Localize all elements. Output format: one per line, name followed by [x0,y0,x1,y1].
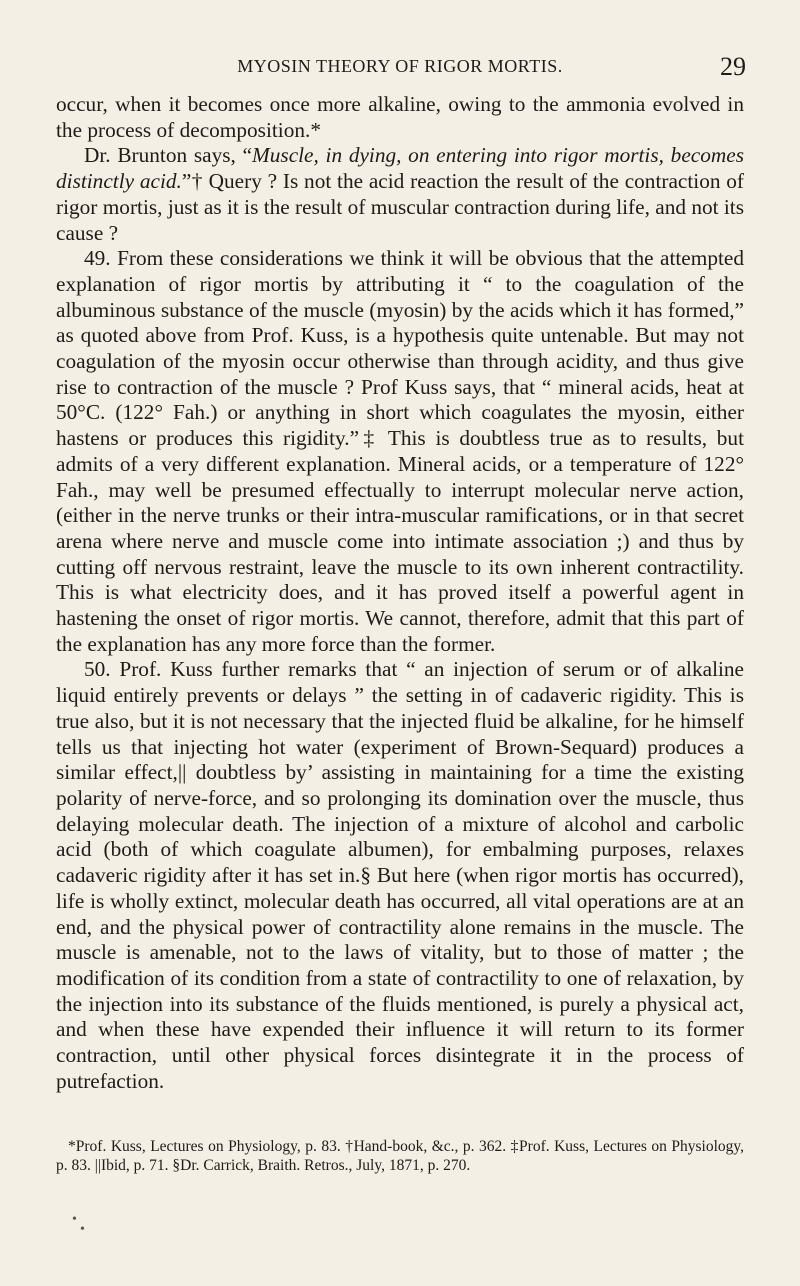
paragraph-text: Dr. Brunton says, “ [84,143,253,168]
paragraph-continuation: occur, when it becomes once more alkaline, owing to the ammonia evolved in the process of decomposition.* [56,92,744,142]
page-header [0,52,800,82]
running-head: MYOSIN THEORY OF RIGOR MORTIS. [237,56,563,76]
footnote-text: *Prof. Kuss, Lectures on Physiology, p. 83. †Hand-book, &c., p. 362. ‡Prof. Kuss, Lectures on Physiology, p. 83. ||Ibid, p. 71. §Dr. Carrick, Braith. Retros., July, 1871, p. 270. [56,1138,744,1174]
paragraph-50: 50. Prof. Kuss further remarks that “ an injection of serum or of alkaline liquid entirely prevents or delays ” the setting in of cadaveric rigidity. This is true also, but it is not necessary that the injected fluid be alkaline, for he himself tells us that injecting hot water (experiment of Brown-Sequard) produces a similar effect,|| doubtless by’ assisting in maintaining for a time the existing polarity of nerve-force, and so prolonging its domination over the muscle, thus delaying molecular death. The injection of a mixture of alcohol and carbolic acid (both of which coagulate albumen), for embalming purposes, relaxes cadaveric rigidity after it has set in.§ But here (when rigor mortis has occurred), life is wholly extinct, molecular death has occurred, all vital operations are at an end, and the physical power of contractility alone remains in the muscle. The muscle is amenable, not to the laws of vitality, but to those of matter ; the modification of its condition from a state of contractility to one of relaxation, by the injection into its substance of the fluids mentioned, is purely a physical act, and when these have expended their influence it will return to its former contraction, until other physical forces disintegrate it in the process of putrefaction. [56,657,744,1093]
page-number: 29 [720,52,746,81]
footnotes [56,1137,744,1175]
italic-quote: Muscle, in dying, on entering into rigor mortis, becomes distinctly acid. [56,143,744,194]
body-text [56,92,744,1094]
paragraph-49: 49. From these considerations we think it will be obvious that the attempted explanation of rigor mortis by attributing it “ to the coagulation of the albuminous substance of the muscle (myosin) by the acids which it has formed,” as quoted above from Prof. Kuss, is a hypothesis quite untenable. But may not coagulation of the myosin occur otherwise than through acidity, and thus give rise to contraction of the muscle ? Prof Kuss says, that “ mineral acids, heat at 50°C. (122° Fah.) or anything in short which coagulates the myosin, either hastens or produces this rigidity.”‡ This is doubtless true as to results, but admits of a very different explanation. Mineral acids, or a temperature of 122° Fah., may well be presumed effectually to interrupt molecular nerve action, (either in the nerve trunks or their intra-muscular ramifications, or in that secret arena where nerve and muscle come into intimate association ;) and thus by cutting off nervous restraint, leave the muscle to its own inherent contractility. This is what electricity does, and it has proved itself a powerful agent in hastening the onset of rigor mortis. We cannot, therefore, admit that this part of the explanation has any more force than the former. [56,246,744,656]
stray-mark-1: • [72,1212,77,1227]
paragraph-text: ”† Query ? Is not the acid reaction the result of the contraction of rigor mortis, just as it is the result of muscular contraction during life, and not its cause ? [56,169,745,245]
paragraph-brunton [56,143,744,246]
stray-mark-2: • [80,1222,85,1237]
